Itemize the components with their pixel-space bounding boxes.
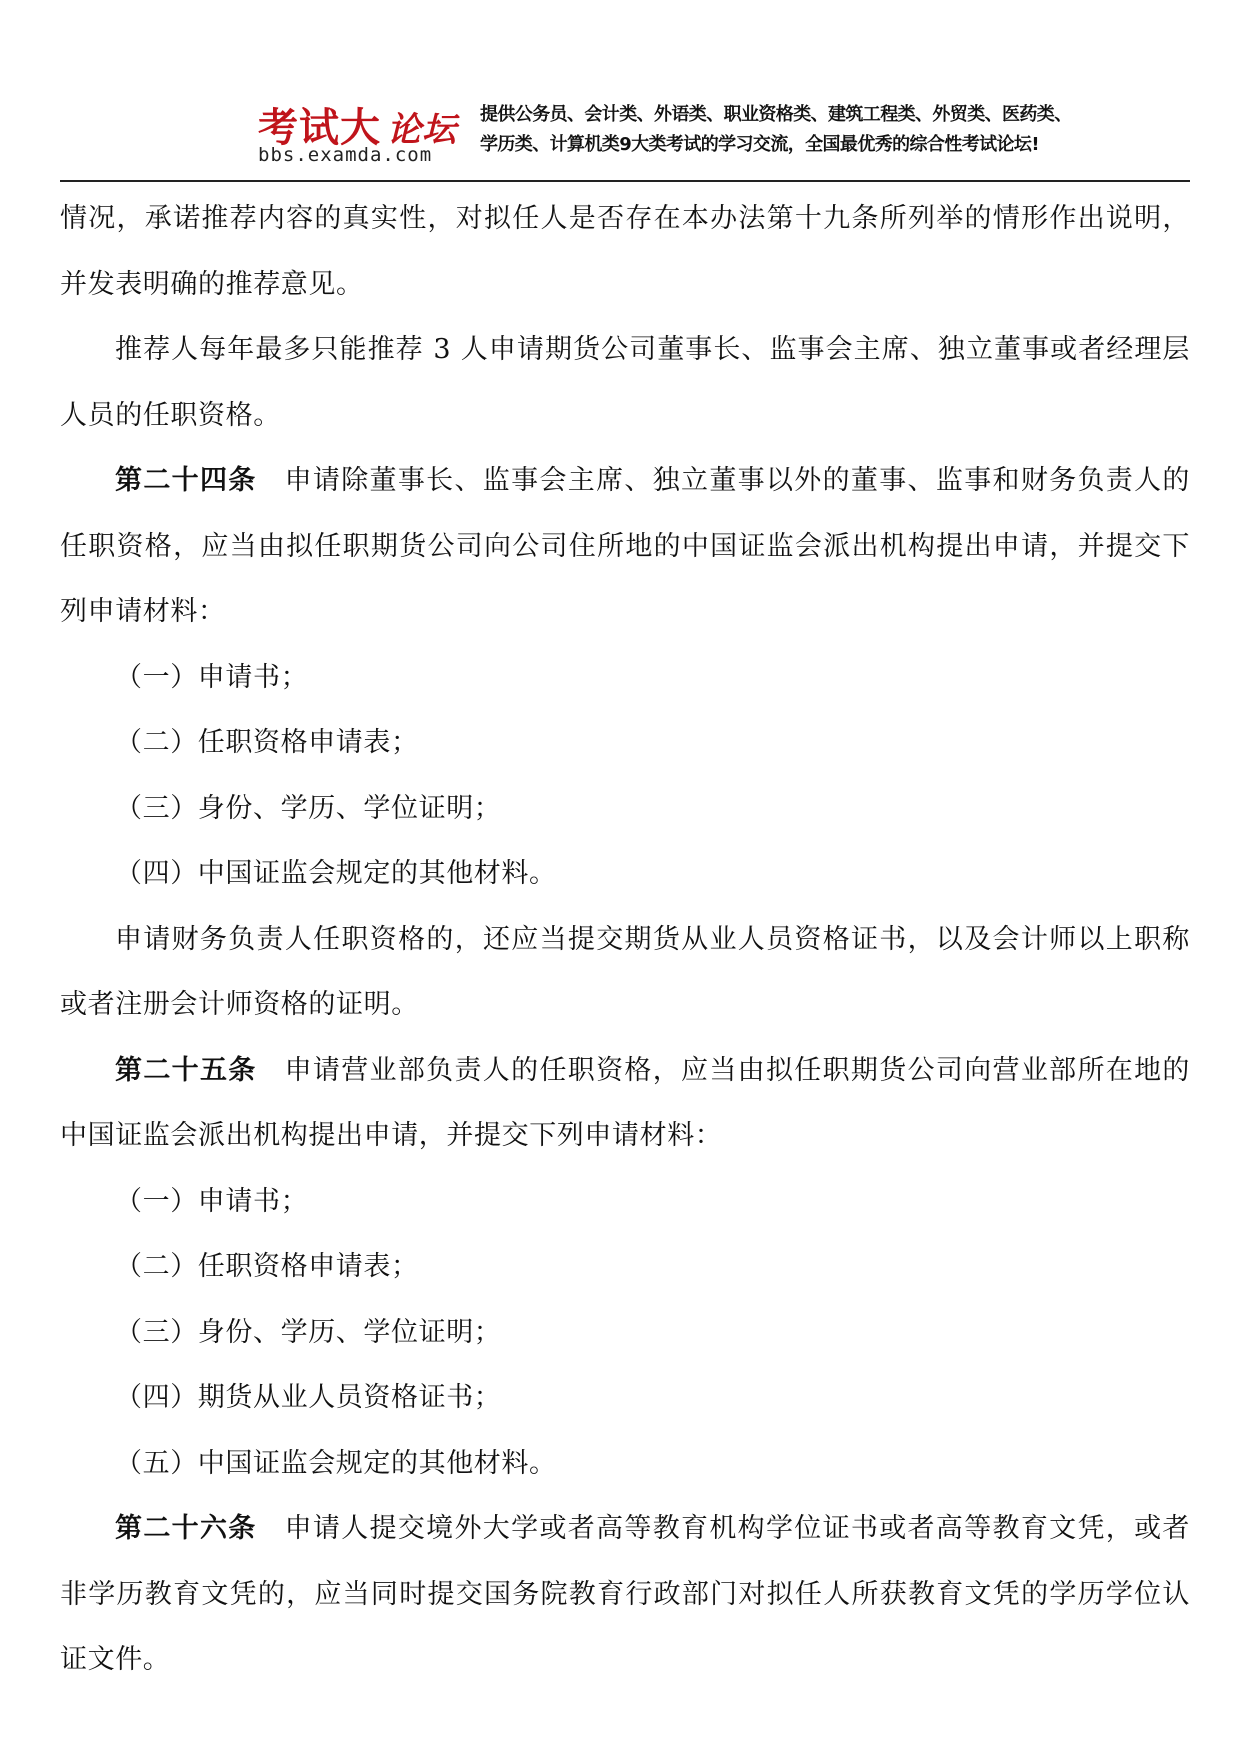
article-24-extra: 申请财务负责人任职资格的，还应当提交期货从业人员资格证书，以及会计师以上职称或者注册会计师资格的证明。 bbox=[60, 923, 1190, 1020]
document-body bbox=[60, 186, 1190, 1693]
logo-url: bbs.examda.com bbox=[258, 144, 433, 166]
list-item: （一）申请书； bbox=[115, 1185, 309, 1217]
article-26-text: 申请人提交境外大学或者高等教育机构学位证书或者高等教育文凭，或者非学历教育文凭的，应当同时提交国务院教育行政部门对拟任人所获教育文凭的学历学位认证文件。 bbox=[60, 1513, 1191, 1675]
list-item: （一）申请书； bbox=[115, 661, 309, 693]
list-item: （三）身份、学历、学位证明； bbox=[115, 792, 502, 824]
paragraph-recommender-limit: 推荐人每年最多只能推荐 3 人申请期货公司董事长、监事会主席、独立董事或者经理层人员的任职资格。 bbox=[60, 334, 1190, 431]
tagline-line-2: 学历类、计算机类9大类考试的学习交流，全国最优秀的综合性考试论坛! bbox=[480, 134, 1039, 155]
article-26-title: 第二十六条 bbox=[115, 1513, 257, 1544]
list-item: （四）期货从业人员资格证书； bbox=[115, 1382, 502, 1413]
tagline-line-1: 提供公务员、会计类、外语类、职业资格类、建筑工程类、外贸类、医药类、 bbox=[480, 104, 1072, 125]
page-header bbox=[60, 88, 1190, 182]
article-25 bbox=[60, 1038, 1190, 1169]
list-item: （四）中国证监会规定的其他材料。 bbox=[115, 858, 557, 889]
article-24-text: 申请除董事长、监事会主席、独立董事以外的董事、监事和财务负责人的任职资格，应当由拟任职期货公司向公司住所地的中国证监会派出机构提出申请，并提交下列申请材料： bbox=[60, 465, 1191, 627]
list-item: （五）中国证监会规定的其他材料。 bbox=[115, 1447, 557, 1479]
logo-sub-text: 论坛 bbox=[387, 110, 457, 150]
header-tagline bbox=[480, 100, 1180, 160]
list-item: （二）任职资格申请表； bbox=[115, 727, 419, 758]
article-26 bbox=[60, 1496, 1190, 1693]
article-24-title: 第二十四条 bbox=[115, 465, 257, 496]
list-item: （二）任职资格申请表； bbox=[115, 1251, 419, 1282]
article-25-title: 第二十五条 bbox=[115, 1054, 257, 1086]
list-item: （三）身份、学历、学位证明； bbox=[115, 1316, 502, 1348]
site-logo[interactable] bbox=[168, 96, 466, 168]
paragraph-continuation: 情况，承诺推荐内容的真实性，对拟任人是否存在本办法第十九条所列举的情形作出说明，并发表明确的推荐意见。 bbox=[60, 203, 1190, 300]
article-25-text: 申请营业部负责人的任职资格，应当由拟任职期货公司向营业部所在地的中国证监会派出机构提出申请，并提交下列申请材料： bbox=[60, 1054, 1191, 1151]
logo-main-text: 考试大 bbox=[258, 105, 381, 151]
article-24 bbox=[60, 448, 1190, 645]
